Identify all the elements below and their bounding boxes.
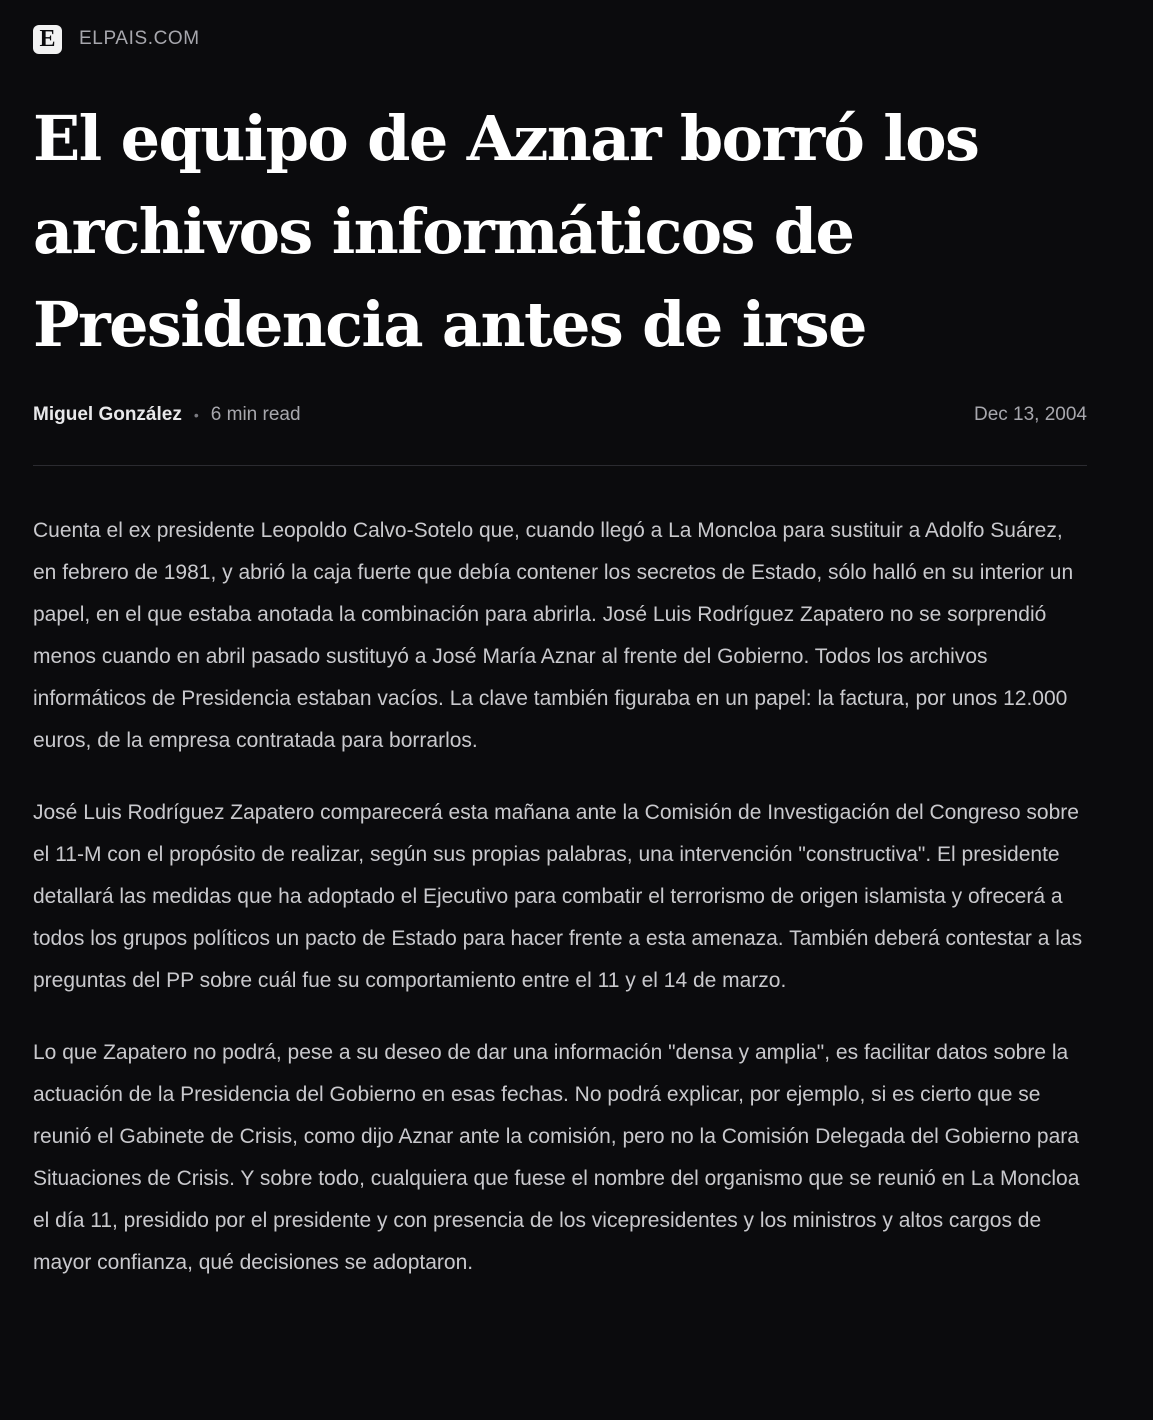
author-name: Miguel González [33,404,182,425]
read-time: 6 min read [210,404,301,425]
byline-left [33,404,301,426]
source-bar [33,0,1087,59]
paragraph: Cuenta el ex presidente Leopoldo Calvo-Sotelo que, cuando llegó a La Moncloa para sustituir a Adolfo Suárez, en febrero de 1981, y abrió la caja fuerte que debía contener los secretos de Estado, sólo halló en su interior un papel, en el que estaba anotada la combinación para abrirla. José Luis Rodríguez Zapatero no se sorprendió menos cuando en abril pasado sustituyó a José María Aznar al frente del Gobierno. Todos los archivos informáticos de Presidencia estaban vacíos. La clave también figuraba en un papel: la factura, por unos 12.000 euros, de la empresa contratada para borrarlos. [33,519,1074,752]
publish-date: Dec 13, 2004 [973,404,1087,425]
logo-letter: E [39,26,56,52]
paragraph: José Luis Rodríguez Zapatero comparecerá esta mañana ante la Comisión de Investigación del Congreso sobre el 11-M con el propósito de realizar, según sus propias palabras, una intervención "constructiva". El presidente detallará las medidas que ha adoptado el Ejecutivo para combatir el terrorismo de origen islamista y ofrecerá a todos los grupos políticos un pacto de Estado para hacer frente a esta amenaza. También deberá contestar a las preguntas del PP sobre cuál fue su comportamiento entre el 11 y el 14 de marzo. [33,801,1083,992]
byline-separator: • [193,407,199,423]
article-body [33,510,1087,1284]
source-name-link[interactable]: ELPAIS.COM [79,28,200,49]
byline [33,404,1087,466]
elpais-logo-icon[interactable] [33,25,62,54]
article-title: El equipo de Aznar borró los archivos informáticos de Presidencia antes de irse [33,102,979,361]
paragraph: Lo que Zapatero no podrá, pese a su deseo de dar una información "densa y amplia", es facilitar datos sobre la actuación de la Presidencia del Gobierno en esas fechas. No podrá explicar, por ejemplo, si es cierto que se reunió el Gabinete de Crisis, como dijo Aznar ante la comisión, pero no la Comisión Delegada del Gobierno para Situaciones de Crisis. Y sobre todo, cualquiera que fuese el nombre del organismo que se reunió en La Moncloa el día 11, presidido por el presidente y con presencia de los vicepresidentes y los ministros y altos cargos de mayor confianza, qué decisiones se adoptaron. [33,1041,1080,1274]
